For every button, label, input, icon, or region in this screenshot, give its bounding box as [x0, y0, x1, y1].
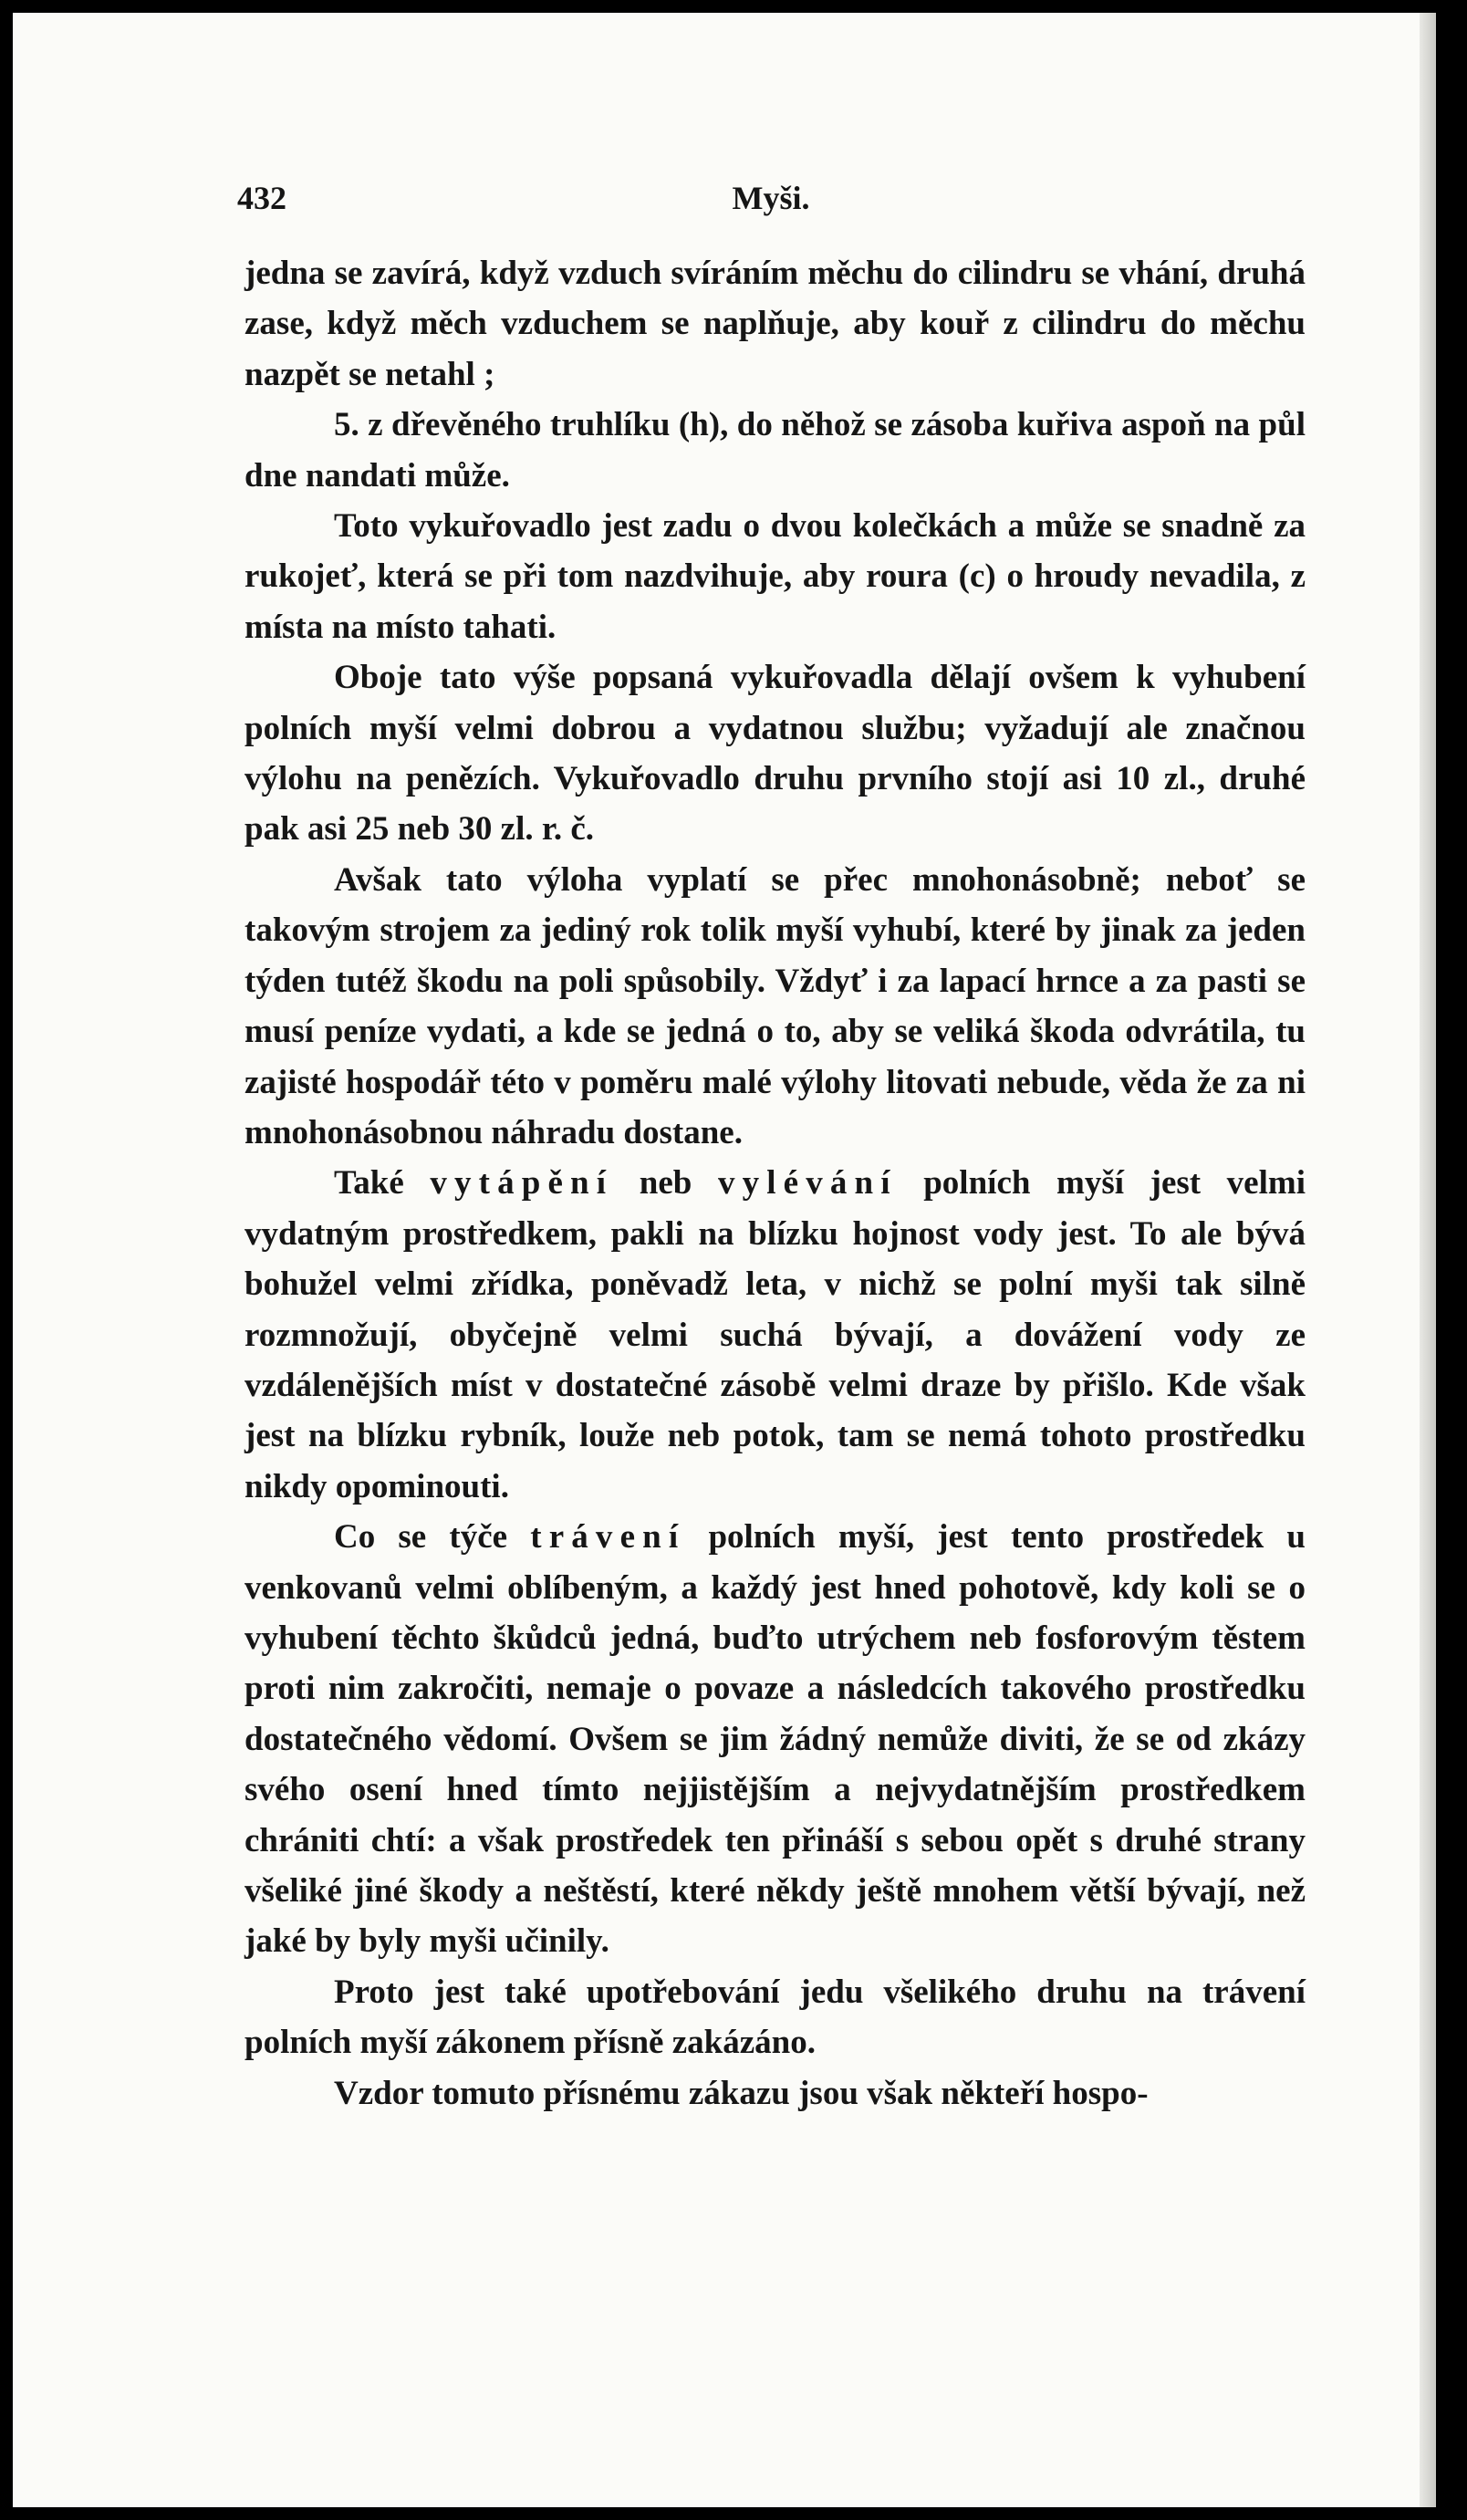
- paragraph-7-pre: Co se týče: [334, 1518, 531, 1557]
- paragraph-3: Toto vykuřovadlo jest zadu o dvou kolečkách a může se snadně za rukojeť, která se při tom nazdvihuje, aby roura (c) o hroudy nevadila, z místa na místo tahati.: [244, 507, 1306, 646]
- paragraph-9: Vzdor tomuto přísnému zákazu jsou však někteří hospo-: [334, 2074, 1149, 2112]
- paragraph-6: [244, 1158, 1306, 1512]
- paragraph-6-pre: Také: [334, 1164, 431, 1203]
- spaced-term-vytapeni: vytápění: [430, 1164, 614, 1203]
- page-number: 432: [237, 180, 286, 216]
- spaced-term-traveni: trávení: [530, 1518, 686, 1557]
- paragraph-1: jedna se zavírá, když vzduch svíráním měchu do cilindru se vhání, druhá zase, když měch vzduchem se naplňuje, aby kouř z cilindru do měchu nazpět se netahl ;: [244, 255, 1306, 393]
- paragraph-4: Oboje tato výše popsaná vykuřovadla dělají ovšem k vyhubení polních myší velmi dobrou a vydatnou službu; vyžadují ale značnou výlohu na penězích. Vykuřovadlo druhu prvního stojí asi 10 zl., druhé pak asi 25 neb 30 zl. r. č.: [244, 659, 1306, 849]
- paragraph-2: 5. z dřevěného truhlíku (h), do něhož se zásoba kuřiva aspoň na půl dne nandati může.: [244, 406, 1306, 495]
- paragraph-6-mid: neb: [613, 1164, 718, 1203]
- paragraph-5: Avšak tato výloha vyplatí se přec mnohonásobně; neboť se takovým strojem za jediný rok tolik myší vyhubí, které by jinak za jeden týden tutéž škodu na poli spůsobily. Vždyť i za lapací hrnce a za pasti se musí peníze vydati, a kde se jedná o to, aby se veliká škoda odvrátila, tu zajisté hospodář této v poměru malé výlohy litovati nebude, věda že za ni mnohonásobnou náhradu dostane.: [244, 860, 1306, 1151]
- paragraph-6-post: polních myší jest velmi vydatným prostředkem, pakli na blízku hojnost vody jest. To ale bývá bohužel velmi zřídka, poněvadž leta, v nichž se polní myši tak silně rozmnožují, obyčejně velmi suchá bývají, a dovážení vody ze vzdálenějších míst v dostatečné zásobě velmi draze by přišlo. Kde však jest na blízku rybník, louže neb potok, tam se nemá tohoto prostředku nikdy opominouti.: [244, 1164, 1306, 1505]
- running-head: Myši.: [732, 180, 810, 216]
- paragraph-7: [244, 1512, 1306, 1967]
- paragraph-7-post: polních myší, jest tento prostředek u venkovanů velmi oblíbeným, a každý jest hned pohotově, kdy koli se o vyhubení těchto škůdců jedná, buďto utrýchem neb fosforovým těstem proti nim zakročiti, nemaje o povaze a následcích takového prostředku dostatečného vědomí. Ovšem se jim žádný nemůže diviti, že se od zkázy svého osení hned tímto nejjistějším a nejvydatnějším prostředkem chrániti chtí: a však prostředek ten přináší s sebou opět s druhé strany všeliké jiné škody a neštěstí, které někdy ještě mnohem větší bývají, než jaké by byly myši učinily.: [244, 1518, 1306, 1961]
- body-text: [244, 248, 1306, 2119]
- spaced-term-vylevani: vylévání: [717, 1164, 898, 1203]
- book-page: [13, 13, 1436, 2507]
- page-header: [237, 170, 1305, 224]
- paragraph-8: Proto jest také upotřebování jedu všelikého druhu na trávení polních myší zákonem přísně zakázáno.: [244, 1973, 1306, 2062]
